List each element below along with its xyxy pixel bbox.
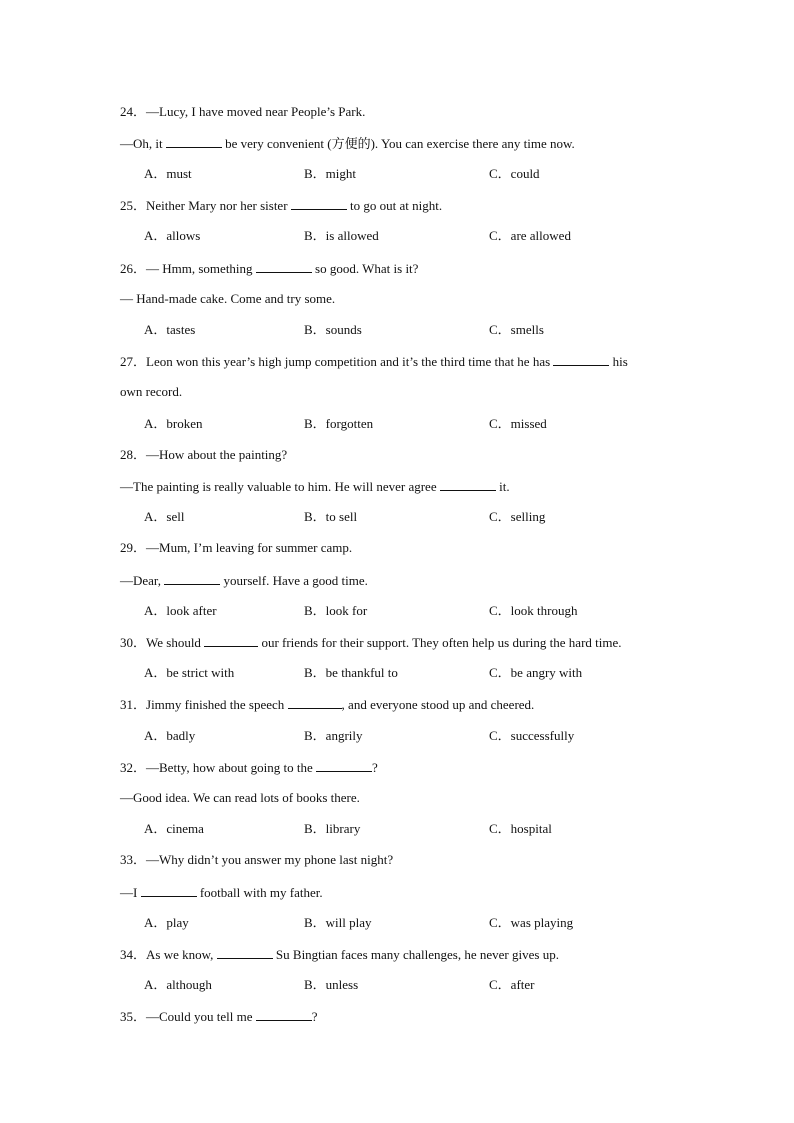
question-25-options <box>0 228 794 244</box>
option-c: C．after <box>489 977 535 992</box>
option-a: A．allows <box>144 228 201 243</box>
option-a: A．broken <box>144 416 203 431</box>
option-c: C．be angry with <box>489 665 583 680</box>
option-a: A．be strict with <box>144 665 235 680</box>
question-35-stem <box>120 1008 318 1024</box>
question-number: 26． <box>120 261 147 276</box>
question-27-line2: own record. <box>120 384 183 399</box>
question-31-options <box>0 728 794 744</box>
option-a: A．must <box>144 166 192 181</box>
question-31-stem <box>120 696 534 712</box>
option-c: C．hospital <box>489 821 552 836</box>
question-text: —The painting is really valuable to him. He will never agree <box>120 479 440 494</box>
question-34-options <box>0 977 794 993</box>
option-a: A．sell <box>144 509 185 524</box>
question-25-stem <box>120 197 442 213</box>
answer-blank <box>204 634 258 647</box>
question-number: 28． <box>120 447 147 462</box>
option-c: C．was playing <box>489 915 574 930</box>
answer-blank <box>553 353 609 366</box>
question-number: 27． <box>120 354 147 369</box>
question-text: —Could you tell me <box>146 1009 256 1024</box>
option-a: A．look after <box>144 603 217 618</box>
question-30-options <box>0 665 794 681</box>
question-text: We should <box>146 635 205 650</box>
answer-blank <box>256 1008 312 1021</box>
answer-blank <box>141 884 197 897</box>
option-b: B．will play <box>304 915 372 930</box>
answer-blank <box>164 572 220 585</box>
option-a: A．although <box>144 977 212 992</box>
question-28-options <box>0 509 794 525</box>
option-b: B．sounds <box>304 322 362 337</box>
option-c: C．selling <box>489 509 546 524</box>
question-26-options <box>0 322 794 338</box>
option-b: B．angrily <box>304 728 363 743</box>
question-text: —Dear, <box>120 573 165 588</box>
option-b: B．forgotten <box>304 416 374 431</box>
question-text: ? <box>371 760 378 775</box>
answer-blank <box>440 478 496 491</box>
question-32-stem <box>120 759 378 775</box>
question-28-stem <box>120 447 287 463</box>
question-text: Neither Mary nor her sister <box>146 198 291 213</box>
question-29-options <box>0 603 794 619</box>
option-b: B．unless <box>304 977 359 992</box>
option-b: B．is allowed <box>304 228 379 243</box>
question-32-options <box>0 821 794 837</box>
question-text: —Oh, it <box>120 136 166 151</box>
question-text: Jimmy finished the speech <box>146 697 288 712</box>
question-text: football with my father. <box>196 885 323 900</box>
question-text: —Betty, how about going to the <box>146 760 316 775</box>
question-number: 25． <box>120 198 147 213</box>
answer-blank <box>256 260 312 273</box>
question-33-stem <box>120 852 393 868</box>
answer-blank <box>166 135 222 148</box>
question-text: ? <box>311 1009 318 1024</box>
answer-blank <box>316 759 372 772</box>
question-27-stem <box>120 353 628 369</box>
question-32-line2: —Good idea. We can read lots of books there. <box>120 790 360 805</box>
question-34-stem <box>120 946 559 962</box>
option-c: C．could <box>489 166 540 181</box>
option-b: B．look for <box>304 603 368 618</box>
question-33-options <box>0 915 794 931</box>
question-number: 30． <box>120 635 147 650</box>
question-text: —Why didn’t you answer my phone last night? <box>146 852 394 867</box>
question-text: to go out at night. <box>346 198 443 213</box>
question-text: As we know, <box>146 947 217 962</box>
option-b: B．to sell <box>304 509 358 524</box>
question-26-stem <box>120 260 418 276</box>
question-number: 24． <box>120 104 147 119</box>
question-number: 31． <box>120 697 147 712</box>
question-text: our friends for their support. They often help us during the hard time. <box>258 635 622 650</box>
question-text: —How about the painting? <box>146 447 288 462</box>
question-30-stem <box>120 634 622 650</box>
question-text: —I <box>120 885 141 900</box>
answer-blank <box>288 696 342 709</box>
question-text: , and everyone stood up and cheered. <box>341 697 535 712</box>
option-c: C．are allowed <box>489 228 571 243</box>
option-c: C．missed <box>489 416 547 431</box>
question-text: so good. What is it? <box>311 261 419 276</box>
option-c: C．successfully <box>489 728 575 743</box>
option-c: C．look through <box>489 603 578 618</box>
option-b: B．library <box>304 821 361 836</box>
option-b: B．might <box>304 166 357 181</box>
option-c: C．smells <box>489 322 544 337</box>
option-a: A．cinema <box>144 821 204 836</box>
question-number: 33． <box>120 852 147 867</box>
question-text: — Hmm, something <box>146 261 256 276</box>
question-text: yourself. Have a good time. <box>220 573 368 588</box>
question-text: it. <box>495 479 510 494</box>
question-text: —Mum, I’m leaving for summer camp. <box>146 540 353 555</box>
question-29-stem <box>120 540 352 556</box>
question-27-options <box>0 416 794 432</box>
question-24-options <box>0 166 794 182</box>
answer-blank <box>217 946 273 959</box>
question-number: 34． <box>120 947 147 962</box>
question-text: be very convenient (方便的). You can exercise there any time now. <box>221 136 575 151</box>
answer-blank <box>291 197 347 210</box>
option-a: A．play <box>144 915 189 930</box>
question-text: —Lucy, I have moved near People’s Park. <box>146 104 366 119</box>
question-text: his <box>609 354 628 369</box>
question-24-line2 <box>120 135 575 151</box>
question-text: Leon won this year’s high jump competition and it’s the third time that he has <box>146 354 554 369</box>
question-text: Su Bingtian faces many challenges, he never gives up. <box>272 947 559 962</box>
question-number: 35． <box>120 1009 147 1024</box>
option-b: B．be thankful to <box>304 665 398 680</box>
question-number: 29． <box>120 540 147 555</box>
question-29-line2 <box>120 572 368 588</box>
option-a: A．tastes <box>144 322 196 337</box>
question-28-line2 <box>120 478 510 494</box>
question-26-line2: — Hand-made cake. Come and try some. <box>120 291 336 306</box>
question-33-line2 <box>120 884 323 900</box>
option-a: A．badly <box>144 728 196 743</box>
question-number: 32． <box>120 760 147 775</box>
question-24-stem <box>120 104 365 120</box>
